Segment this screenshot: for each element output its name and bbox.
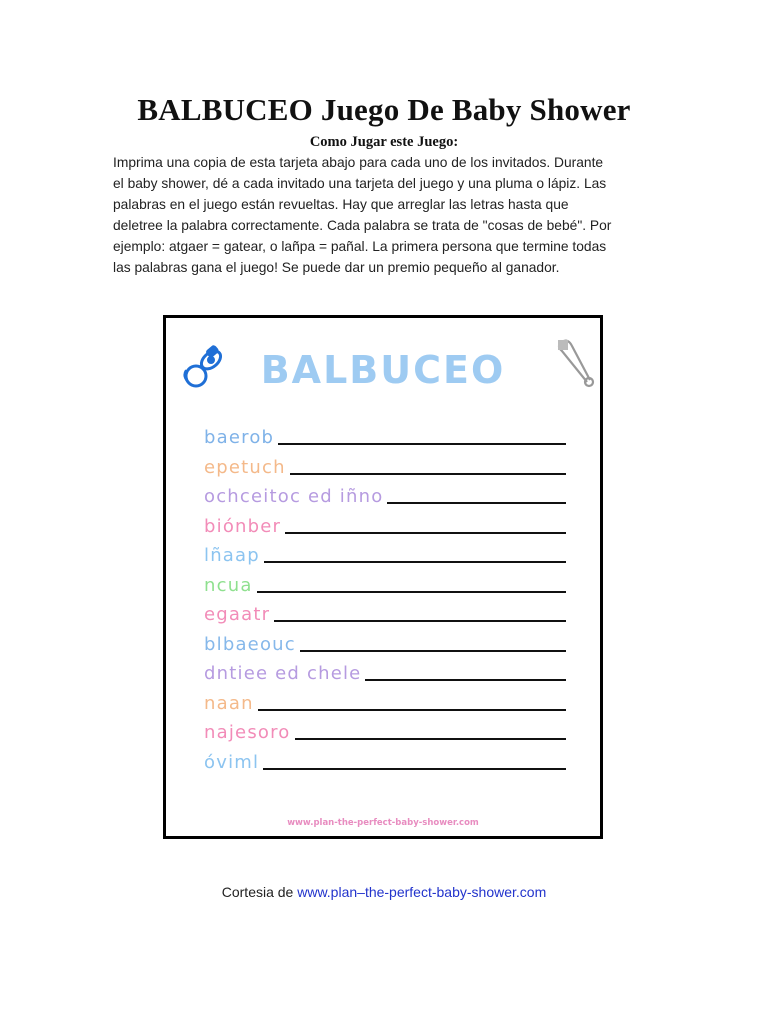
answer-line[interactable] — [264, 561, 566, 563]
scrambled-word: lñaap — [204, 545, 260, 566]
card-website: www.plan-the-perfect-baby-shower.com — [287, 818, 479, 828]
scrambled-word: biónber — [204, 515, 282, 537]
scrambled-word: naan — [204, 692, 254, 714]
safety-pin-icon — [554, 336, 596, 388]
scrambled-word: ncua — [204, 574, 253, 596]
footer — [0, 884, 768, 900]
word-row — [204, 542, 566, 566]
answer-line[interactable] — [295, 738, 566, 740]
word-row — [204, 601, 566, 625]
scrambled-word: dntiee ed chele — [204, 663, 362, 684]
instructions-line: Imprima una copia de esta tarjeta abajo para cada uno de los invitados. Durante — [113, 155, 604, 170]
game-card — [163, 315, 603, 839]
instructions-heading: Como Jugar este Juego: — [309, 134, 459, 150]
answer-line[interactable] — [365, 679, 566, 681]
word-row — [204, 483, 566, 507]
footer-link[interactable]: www.plan–the-perfect-baby-shower.com — [297, 884, 547, 900]
word-row — [204, 572, 566, 596]
scrambled-word: egaatr — [204, 604, 271, 625]
scrambled-word: epetuch — [204, 456, 286, 478]
instructions-line: ejemplo: atgaer = gatear, o lañpa = pañal. La primera persona que termine todas — [113, 239, 607, 254]
scrambled-word: ochceitoc ed iñno — [204, 486, 384, 507]
answer-line[interactable] — [263, 768, 566, 770]
instructions-line: el baby shower, dé a cada invitado una tarjeta del juego y una pluma o lápiz. Las — [113, 176, 607, 191]
word-row — [204, 454, 566, 478]
footer-prefix: Cortesia de — [221, 884, 298, 900]
answer-line[interactable] — [387, 502, 566, 504]
instructions-text — [113, 152, 673, 278]
instructions-line: las palabras gana el juego! Se puede dar un premio pequeño al ganador. — [113, 260, 560, 275]
answer-line[interactable] — [278, 443, 566, 445]
answer-line[interactable] — [285, 532, 566, 534]
scrambled-word: blbaeouc — [204, 633, 296, 655]
scrambled-word: najesoro — [204, 722, 291, 743]
answer-line[interactable] — [290, 473, 566, 475]
answer-line[interactable] — [300, 650, 566, 652]
word-row — [204, 719, 566, 743]
instructions-line: palabras en el juego están revueltas. Hay que arreglar las letras hasta que — [113, 197, 569, 212]
word-row — [204, 631, 566, 655]
word-row — [204, 513, 566, 537]
answer-line[interactable] — [258, 709, 566, 711]
page-title: BALBUCEO Juego De Baby Shower — [137, 92, 631, 127]
instructions-line: deletree la palabra correctamente. Cada palabra se trata de "cosas de bebé". Por — [113, 218, 612, 233]
answer-line[interactable] — [274, 620, 566, 622]
scrambled-word: baerob — [204, 427, 275, 448]
word-row — [204, 690, 566, 714]
answer-line[interactable] — [257, 591, 566, 593]
word-row — [204, 749, 566, 773]
word-row — [204, 660, 566, 684]
word-row — [204, 424, 566, 448]
scrambled-word: óviml — [204, 751, 260, 773]
card-title: BALBUCEO — [260, 348, 506, 392]
